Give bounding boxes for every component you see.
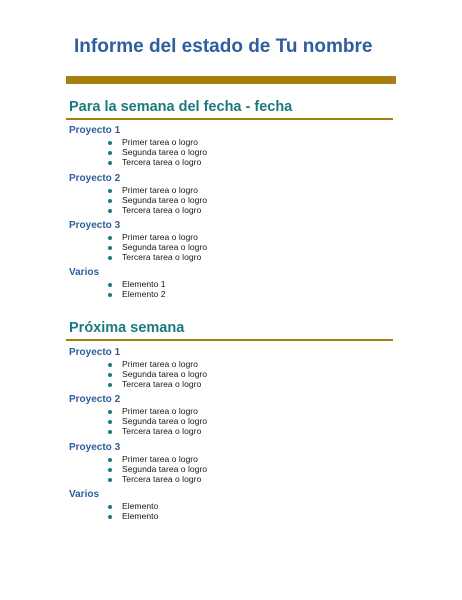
list-item-text: Tercera tarea o logro	[122, 426, 202, 436]
document-title: Informe del estado de Tu nombre	[74, 36, 373, 57]
list-item	[69, 454, 389, 464]
task-list	[69, 359, 389, 389]
bullet-icon	[108, 505, 112, 509]
list-item	[69, 205, 389, 215]
task-list	[69, 232, 389, 262]
list-item-text: Segunda tarea o logro	[122, 147, 208, 157]
project-title: Proyecto 2	[69, 394, 121, 405]
section-heading-this-week: Para la semana del fecha - fecha	[69, 99, 293, 115]
bullet-icon	[108, 256, 112, 260]
task-list	[69, 406, 389, 436]
list-item-text: Primer tarea o logro	[122, 359, 198, 369]
misc-title: Varios	[69, 267, 100, 278]
section-rule	[66, 339, 393, 341]
item-list	[69, 279, 389, 299]
list-item-text: Segunda tarea o logro	[122, 416, 208, 426]
project-title: Proyecto 2	[69, 173, 121, 184]
bullet-icon	[108, 209, 112, 213]
list-item-text: Elemento	[122, 501, 159, 511]
list-item	[69, 369, 389, 379]
bullet-icon	[108, 141, 112, 145]
list-item-text: Primer tarea o logro	[122, 454, 198, 464]
project-title: Proyecto 1	[69, 125, 121, 136]
project-group	[69, 393, 389, 436]
list-item	[69, 511, 389, 521]
list-item-text: Segunda tarea o logro	[122, 464, 208, 474]
list-item	[69, 157, 389, 167]
list-item	[69, 416, 389, 426]
list-item	[69, 406, 389, 416]
bullet-icon	[108, 246, 112, 250]
list-item-text: Primer tarea o logro	[122, 406, 198, 416]
list-item	[69, 232, 389, 242]
list-item	[69, 242, 389, 252]
list-item-text: Segunda tarea o logro	[122, 369, 208, 379]
bullet-icon	[108, 458, 112, 462]
bullet-icon	[108, 373, 112, 377]
project-title: Proyecto 3	[69, 220, 121, 231]
list-item	[69, 379, 389, 389]
list-item-text: Primer tarea o logro	[122, 185, 198, 195]
section-heading-next-week: Próxima semana	[69, 320, 185, 336]
project-title: Proyecto 1	[69, 347, 121, 358]
list-item-text: Elemento 2	[122, 289, 166, 299]
list-item	[69, 501, 389, 511]
bullet-icon	[108, 283, 112, 287]
misc-group	[69, 488, 389, 521]
bullet-icon	[108, 363, 112, 367]
list-item	[69, 147, 389, 157]
bullet-icon	[108, 430, 112, 434]
bullet-icon	[108, 478, 112, 482]
list-item	[69, 279, 389, 289]
bullet-icon	[108, 236, 112, 240]
list-item	[69, 185, 389, 195]
list-item-text: Tercera tarea o logro	[122, 379, 202, 389]
list-item-text: Tercera tarea o logro	[122, 205, 202, 215]
list-item-text: Tercera tarea o logro	[122, 157, 202, 167]
list-item-text: Tercera tarea o logro	[122, 474, 202, 484]
bullet-icon	[108, 199, 112, 203]
project-group	[69, 346, 389, 389]
bullet-icon	[108, 151, 112, 155]
list-item	[69, 359, 389, 369]
list-item	[69, 137, 389, 147]
project-group	[69, 172, 389, 215]
list-item	[69, 289, 389, 299]
list-item-text: Elemento 1	[122, 279, 166, 289]
list-item	[69, 474, 389, 484]
bullet-icon	[108, 515, 112, 519]
project-group	[69, 219, 389, 262]
misc-group	[69, 266, 389, 299]
list-item-text: Elemento	[122, 511, 159, 521]
list-item-text: Segunda tarea o logro	[122, 195, 208, 205]
bullet-icon	[108, 293, 112, 297]
list-item-text: Primer tarea o logro	[122, 137, 198, 147]
misc-title: Varios	[69, 489, 100, 500]
task-list	[69, 185, 389, 215]
project-group	[69, 441, 389, 484]
bullet-icon	[108, 420, 112, 424]
list-item-text: Tercera tarea o logro	[122, 252, 202, 262]
list-item	[69, 426, 389, 436]
bullet-icon	[108, 383, 112, 387]
bullet-icon	[108, 189, 112, 193]
bullet-icon	[108, 161, 112, 165]
list-item-text: Segunda tarea o logro	[122, 242, 208, 252]
list-item	[69, 252, 389, 262]
list-item-text: Primer tarea o logro	[122, 232, 198, 242]
task-list	[69, 454, 389, 484]
bullet-icon	[108, 410, 112, 414]
title-accent-bar	[66, 76, 396, 84]
project-group	[69, 124, 389, 167]
list-item	[69, 464, 389, 474]
list-item	[69, 195, 389, 205]
task-list	[69, 137, 389, 167]
item-list	[69, 501, 389, 521]
bullet-icon	[108, 468, 112, 472]
section-rule	[66, 118, 393, 120]
project-title: Proyecto 3	[69, 442, 121, 453]
